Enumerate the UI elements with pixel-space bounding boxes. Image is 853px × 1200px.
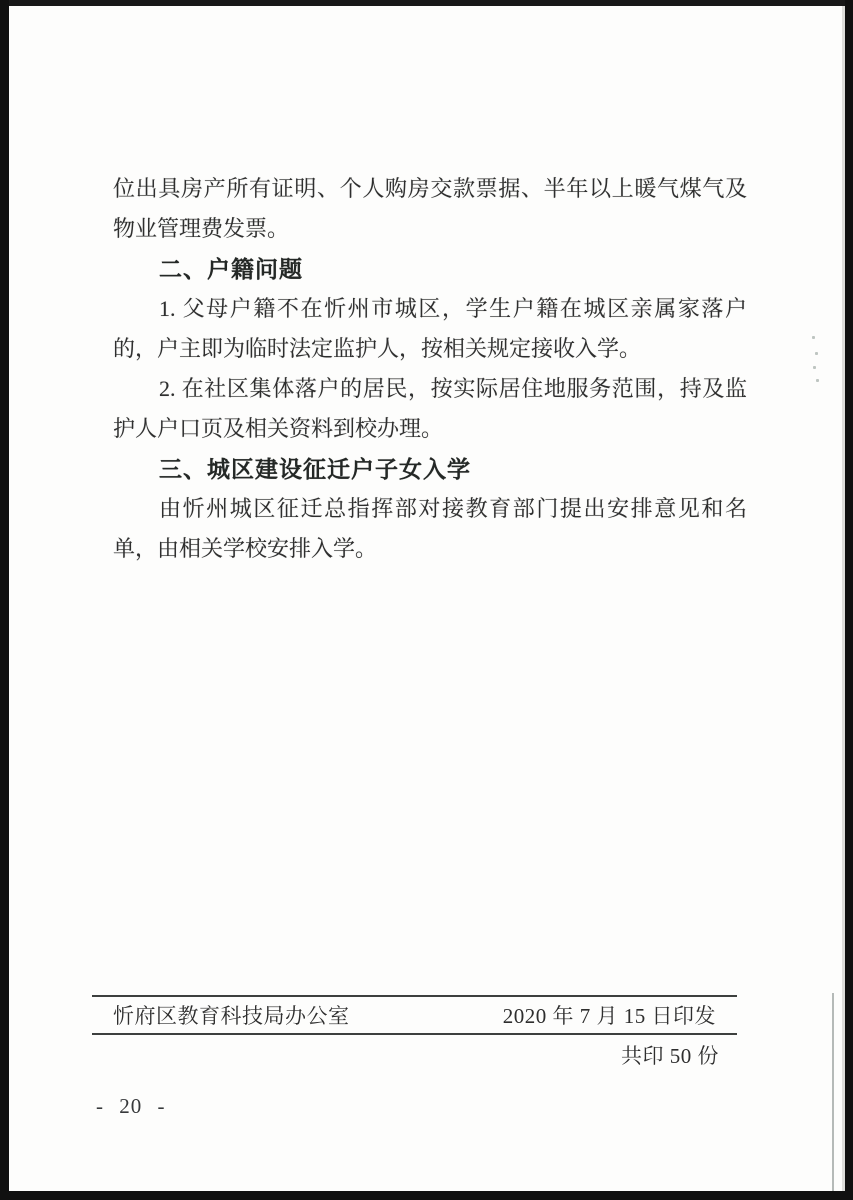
scan-border-bottom xyxy=(0,1191,853,1200)
print-copies: 共印 50 份 xyxy=(621,1044,719,1068)
body-line: 由忻州城区征迁总指挥部对接教育部门提出安排意见和名 xyxy=(159,496,747,521)
body-line: 单，由相关学校安排入学。 xyxy=(113,536,378,561)
body-line: 位出具房产所有证明、个人购房交款票据、半年以上暖气煤气及 xyxy=(113,176,747,201)
body-line: 2. 在社区集体落户的居民，按实际居住地服务范围，持及监 xyxy=(159,376,747,401)
body-line: 1. 父母户籍不在忻州市城区，学生户籍在城区亲属家落户 xyxy=(159,296,747,321)
scan-border-right xyxy=(845,0,853,1200)
scan-border-top xyxy=(0,0,853,6)
scan-artifact-dot xyxy=(812,336,815,339)
print-date: 2020 年 7 月 15 日印发 xyxy=(502,1004,716,1028)
scan-artifact-dot xyxy=(816,379,819,382)
body-line: 护人户口页及相关资料到校办理。 xyxy=(113,416,444,441)
body-line: 物业管理费发票。 xyxy=(113,216,290,241)
document-body xyxy=(113,169,747,569)
body-line: 的，户主即为临时法定监护人，按相关规定接收入学。 xyxy=(113,336,642,361)
section-heading: 二、户籍问题 xyxy=(159,256,303,282)
scan-artifact-line xyxy=(832,993,834,1192)
section-heading: 三、城区建设征迁户子女入学 xyxy=(159,456,471,482)
issuing-office: 忻府区教育科技局办公室 xyxy=(113,1004,350,1028)
scan-artifact-dot xyxy=(813,366,816,369)
scan-artifact-dot xyxy=(815,352,818,355)
page-number: - 20 - xyxy=(96,1094,166,1118)
colophon xyxy=(92,995,737,1078)
scan-border-left xyxy=(0,0,9,1200)
